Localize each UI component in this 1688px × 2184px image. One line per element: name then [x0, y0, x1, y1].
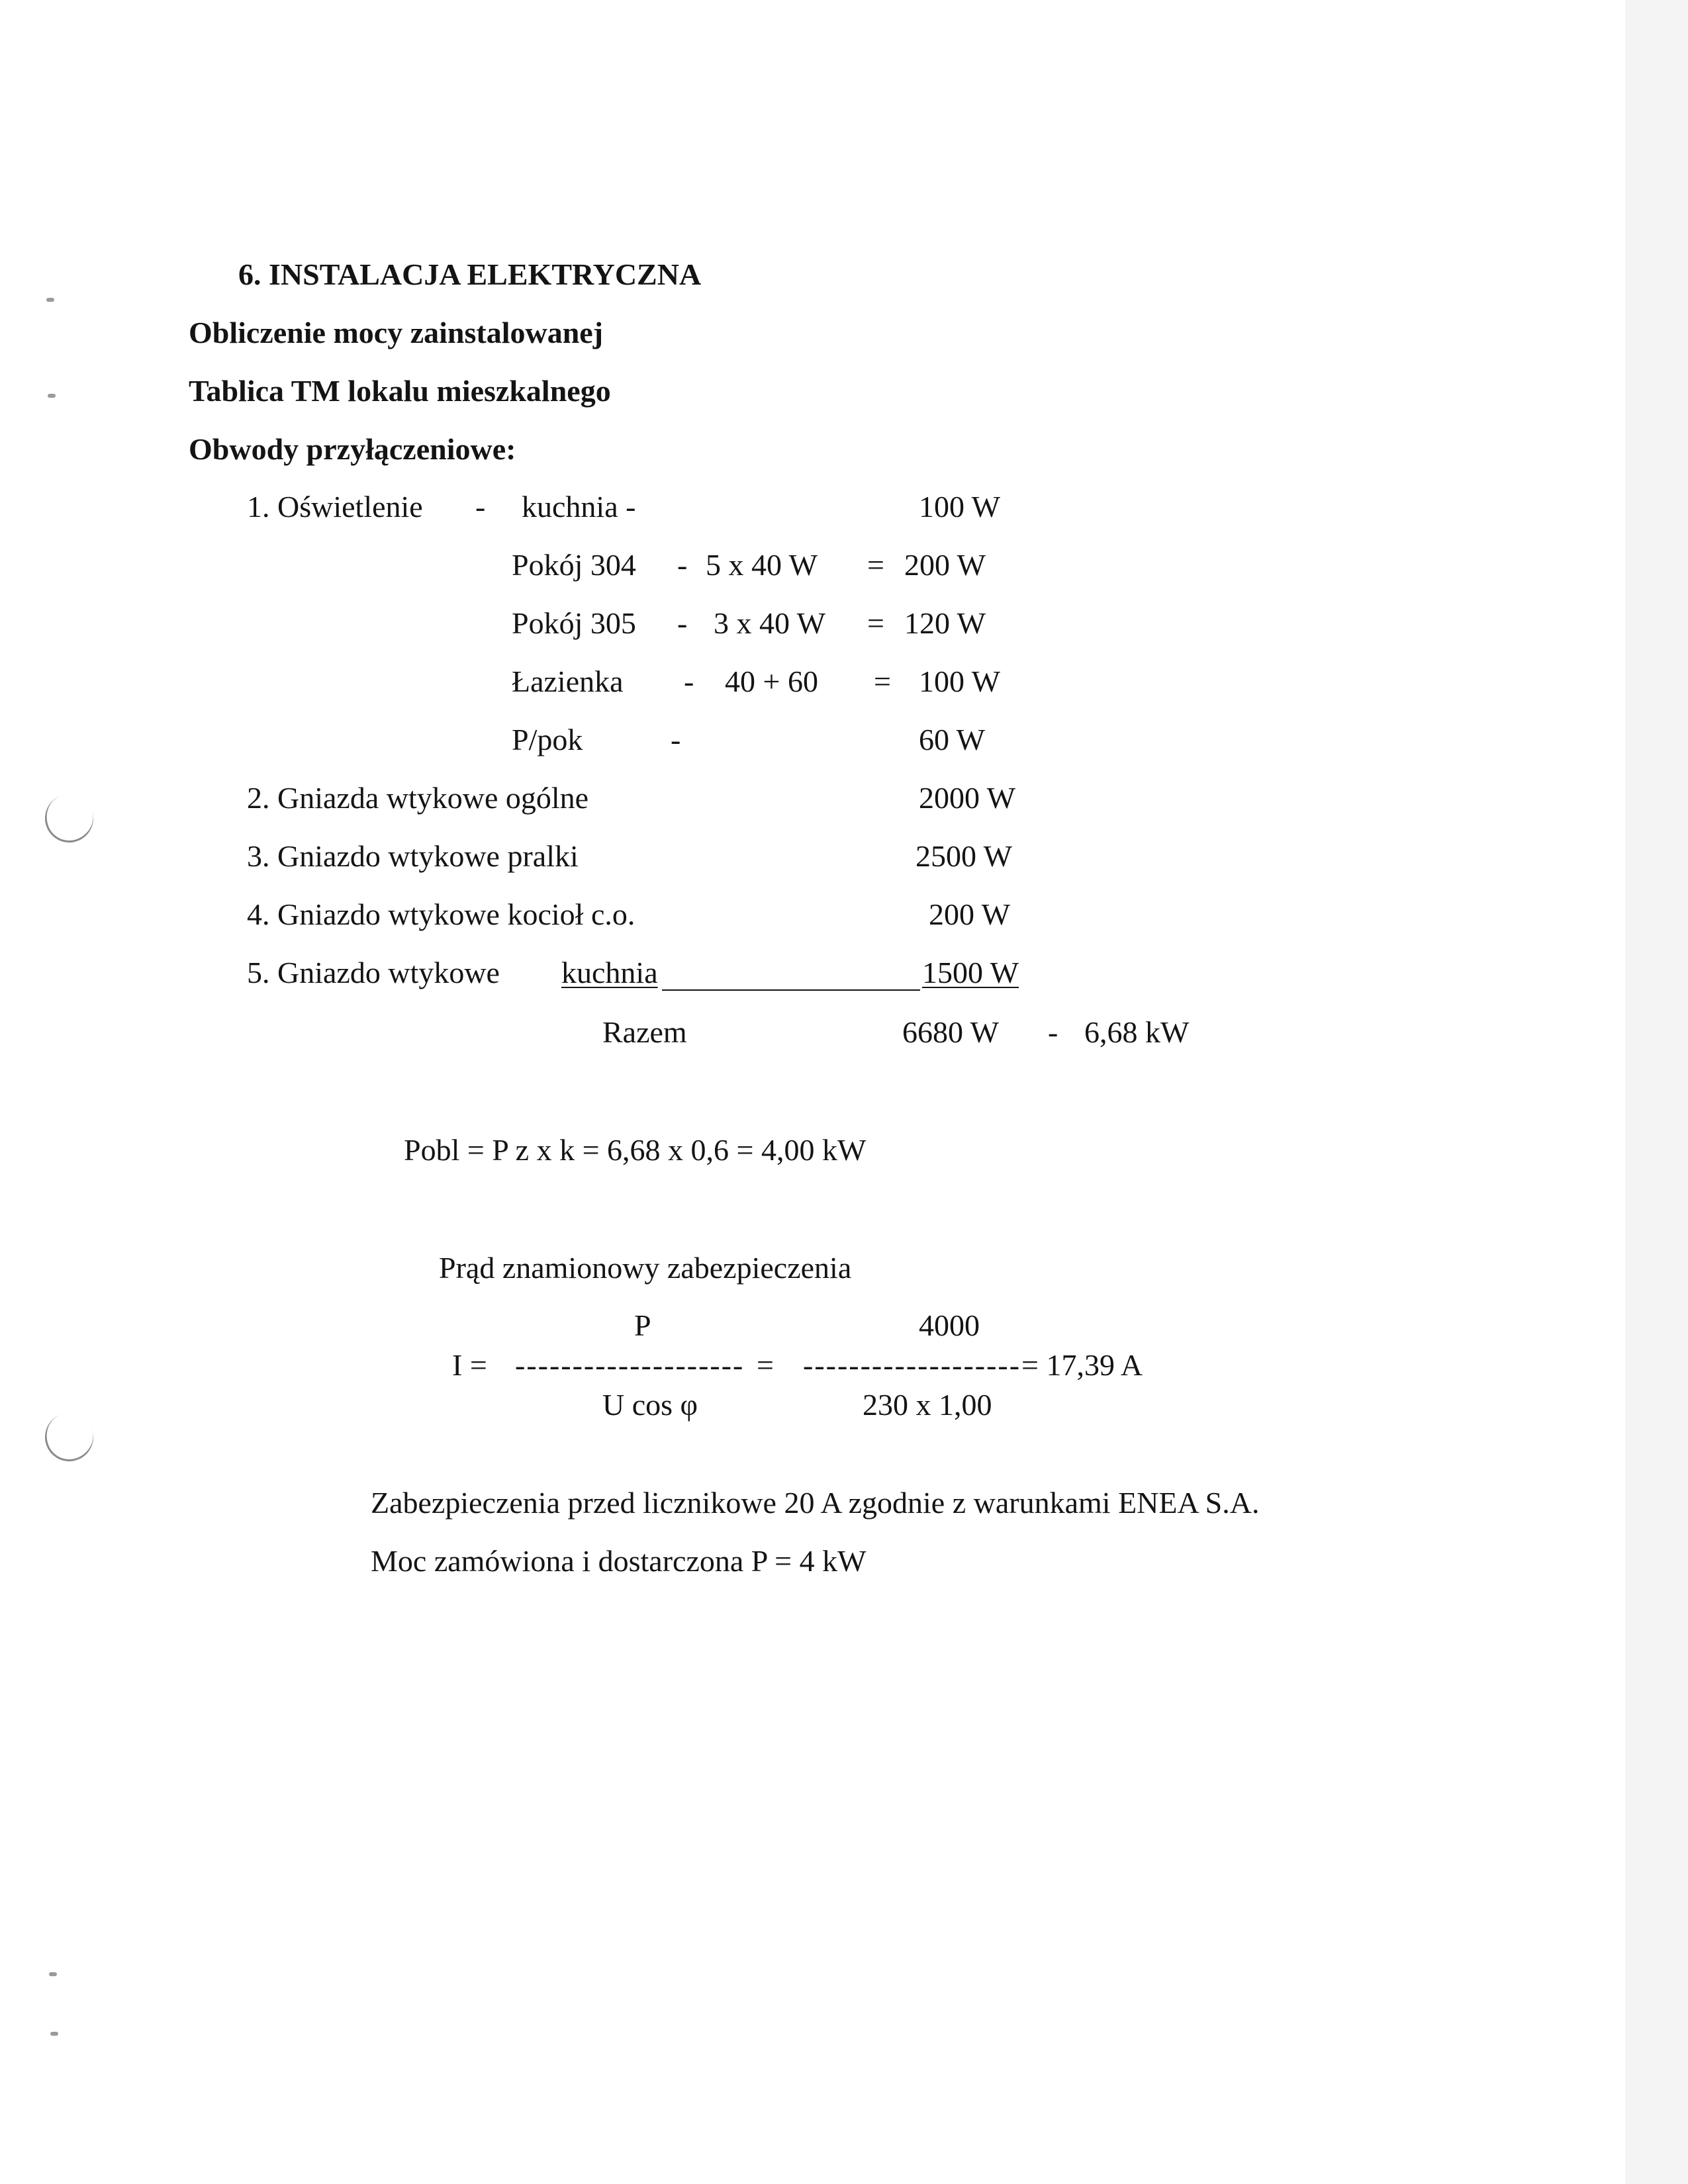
total-value: 6680 W [902, 1015, 1000, 1049]
total-dash: - [1048, 1015, 1058, 1049]
current-title: Prąd znamionowy zabezpieczenia [439, 1251, 852, 1285]
row-value: 60 W [919, 723, 986, 756]
denominator-value: 230 x 1,00 [863, 1388, 992, 1422]
room-name: Pokój 305 [512, 606, 636, 640]
scan-speck [46, 298, 54, 302]
heading-circuits: Obwody przyłączeniowe: [189, 432, 516, 466]
heading-installed-power: Obliczenie mocy zainstalowanej [189, 316, 604, 349]
room-name: Łazienka [512, 664, 624, 698]
row-equals: = [867, 606, 884, 640]
fraction-equals: = [757, 1348, 774, 1382]
sum-underline [662, 989, 920, 991]
row-formula: 3 x 40 W [714, 606, 826, 640]
row-value: 200 W [904, 548, 986, 582]
circuit-value: 1500 W [922, 956, 1019, 989]
circuit-label-underlined: kuchnia [561, 956, 658, 989]
row-dash: - [677, 548, 688, 582]
row-value: 120 W [904, 606, 986, 640]
numerator-value: 4000 [919, 1308, 980, 1342]
total-label: Razem [602, 1015, 687, 1049]
lighting-kitchen-value: 100 W [919, 490, 1001, 523]
row-dash: - [671, 723, 681, 756]
heading-distribution-board: Tablica TM lokalu mieszkalnego [189, 374, 611, 408]
fraction-bar-1: -------------------- [515, 1348, 745, 1382]
scan-speck [49, 1972, 57, 1976]
circuit-value: 2000 W [919, 781, 1016, 815]
circuit-label: 2. Gniazda wtykowe ogólne [247, 781, 589, 815]
lighting-kitchen: kuchnia - [522, 490, 636, 523]
room-name: P/pok [512, 723, 583, 756]
section-title: 6. INSTALACJA ELEKTRYCZNA [238, 257, 702, 291]
contracted-power: Moc zamówiona i dostarczona P = 4 kW [371, 1544, 867, 1578]
punch-hole-mark [38, 788, 101, 850]
circuit-label: 5. Gniazdo wtykowe [247, 956, 500, 989]
row-value: 100 W [919, 664, 1001, 698]
fraction-bar-2: ------------------- [803, 1348, 1021, 1382]
protection-note: Zabezpieczenia przed licznikowe 20 A zgodnie z warunkami ENEA S.A. [371, 1486, 1260, 1520]
circuit-value: 2500 W [915, 839, 1013, 873]
scan-edge-shadow [1625, 0, 1688, 2184]
current-lhs: I = [452, 1348, 487, 1382]
row-formula: 5 x 40 W [706, 548, 818, 582]
row-dash: - [677, 606, 688, 640]
circuit-value: 200 W [929, 897, 1011, 931]
lighting-dash: - [475, 490, 486, 523]
punch-hole-mark [38, 1406, 101, 1469]
circuit-label: 4. Gniazdo wtykowe kocioł c.o. [247, 897, 635, 931]
row-equals: = [867, 548, 884, 582]
scan-speck [50, 2032, 58, 2036]
row-dash: - [684, 664, 694, 698]
total-kw: 6,68 kW [1084, 1015, 1190, 1049]
current-result: = 17,39 A [1021, 1348, 1143, 1382]
room-name: Pokój 304 [512, 548, 636, 582]
numerator-p: P [634, 1308, 651, 1342]
denominator-ucos: U cos φ [602, 1388, 698, 1422]
row-equals: = [874, 664, 891, 698]
scan-speck [48, 394, 56, 398]
pobl-formula: Pobl = P z x k = 6,68 x 0,6 = 4,00 kW [404, 1133, 867, 1167]
circuit-label: 3. Gniazdo wtykowe pralki [247, 839, 579, 873]
row-formula: 40 + 60 [725, 664, 818, 698]
lighting-title: 1. Oświetlenie [247, 490, 423, 523]
